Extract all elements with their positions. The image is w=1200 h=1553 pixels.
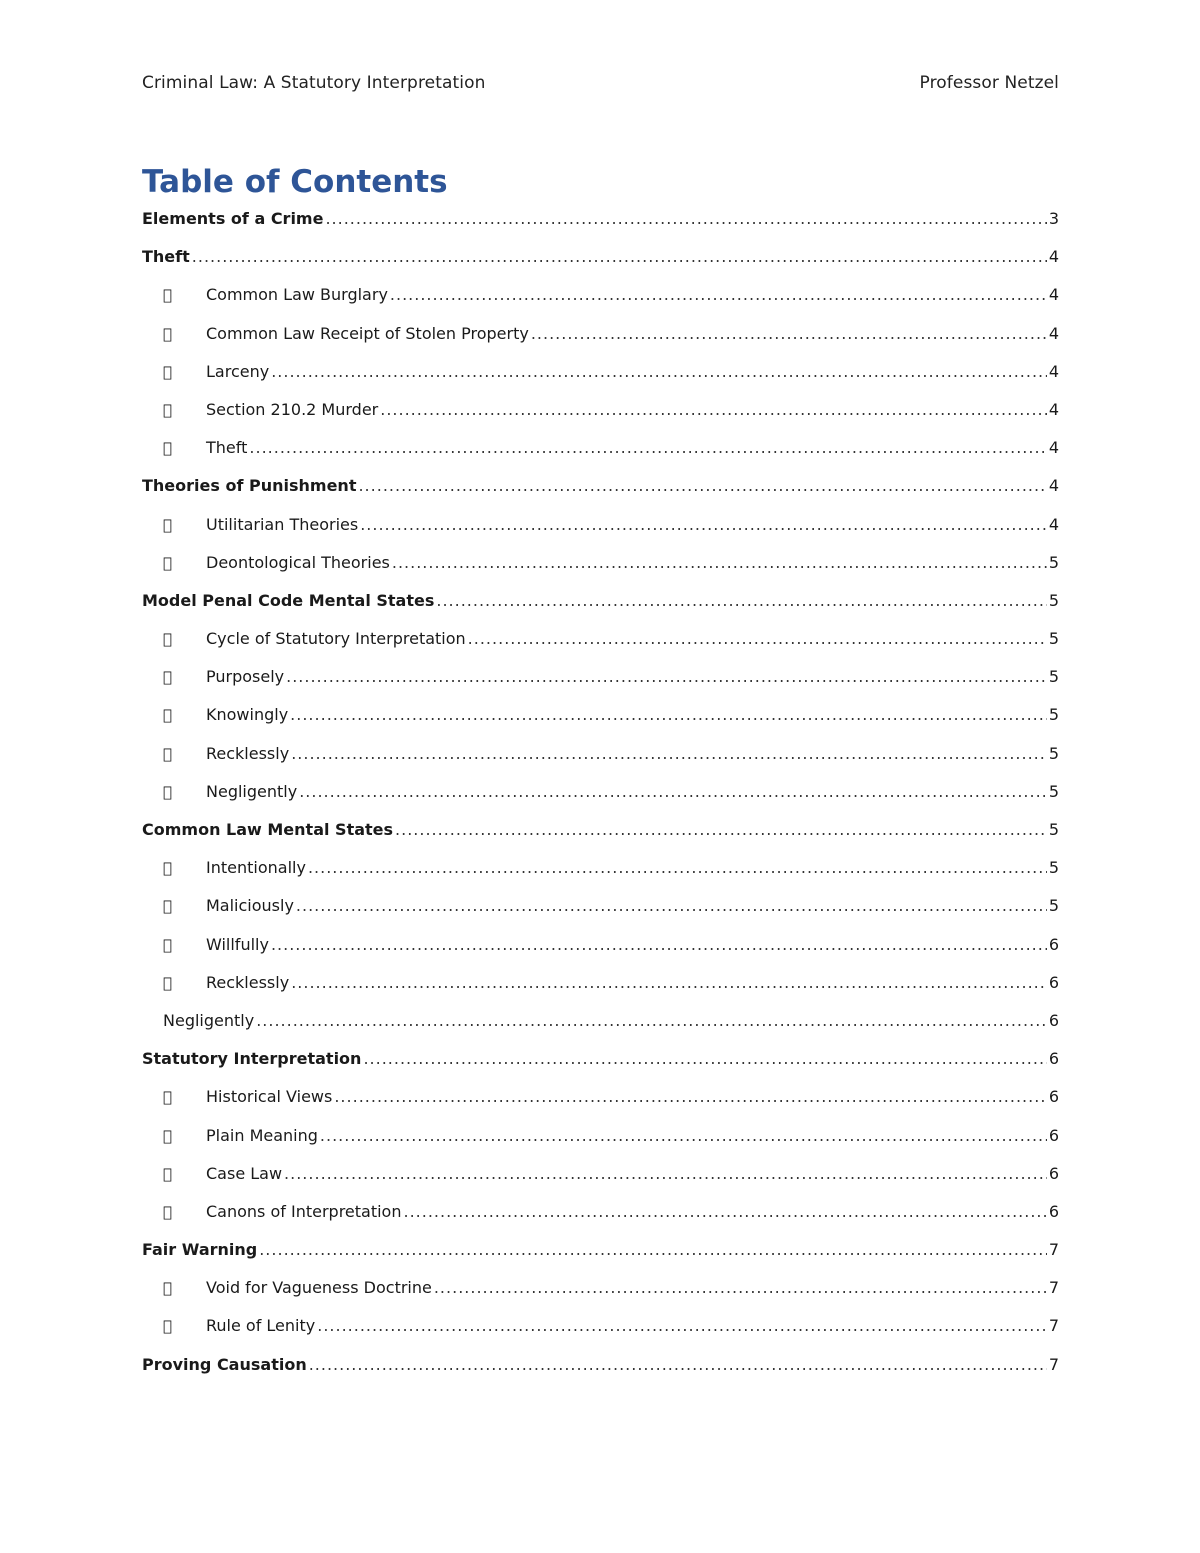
bullet-icon	[163, 1193, 206, 1231]
dot-leader	[291, 964, 1047, 1002]
toc-entry-label: Negligently	[163, 1010, 255, 1030]
toc-entry-label: Theft	[142, 247, 190, 267]
toc-entry[interactable]	[142, 887, 1059, 925]
dot-leader	[291, 735, 1047, 773]
bullet-icon	[163, 429, 206, 467]
toc-entry[interactable]	[142, 811, 1059, 849]
header-professor: Professor Netzel	[919, 73, 1059, 93]
bullet-icon	[163, 1117, 206, 1155]
toc-entry[interactable]	[142, 773, 1059, 811]
toc-entry[interactable]	[142, 1040, 1059, 1078]
toc-entry-page-number: 6	[1048, 1163, 1059, 1183]
bullet-icon	[163, 1269, 206, 1307]
bullet-icon	[163, 353, 206, 391]
dot-leader	[320, 1117, 1047, 1155]
toc-entry[interactable]	[142, 582, 1059, 620]
dot-leader	[434, 1269, 1047, 1307]
dot-leader	[271, 926, 1047, 964]
toc-entry-label: Common Law Receipt of Stolen Property	[206, 323, 529, 343]
bullet-icon	[163, 849, 206, 887]
toc-entry[interactable]	[142, 1346, 1059, 1384]
dot-leader	[290, 696, 1047, 734]
toc-entry-page-number: 4	[1048, 476, 1059, 496]
toc-entry-page-number: 6	[1048, 1201, 1059, 1221]
bullet-icon	[163, 887, 206, 925]
toc-entry-page-number: 3	[1048, 209, 1059, 228]
toc-entry[interactable]	[142, 506, 1059, 544]
toc-entry-label: Case Law	[206, 1163, 283, 1183]
toc-entry-label: Historical Views	[206, 1087, 333, 1107]
toc-entry-label: Theft	[206, 438, 248, 458]
toc-entry-label: Willfully	[206, 934, 269, 954]
toc-entry[interactable]	[142, 849, 1059, 887]
dot-leader	[296, 887, 1047, 925]
toc-entry-page-number: 6	[1048, 1049, 1059, 1069]
toc-entry-page-number: 4	[1048, 361, 1059, 381]
dot-leader	[531, 315, 1047, 353]
bullet-icon	[163, 315, 206, 353]
toc-entry[interactable]	[142, 926, 1059, 964]
dot-leader	[317, 1307, 1047, 1345]
bullet-icon	[163, 506, 206, 544]
toc-entry-label: Purposely	[206, 667, 285, 687]
bullet-icon	[163, 964, 206, 1002]
dot-leader	[403, 1193, 1046, 1231]
dot-leader	[363, 1040, 1046, 1078]
dot-leader	[334, 1078, 1046, 1116]
toc-entry[interactable]	[142, 276, 1059, 314]
bullet-icon	[163, 544, 206, 582]
toc-entry-page-number: 6	[1048, 934, 1059, 954]
toc-entry-label: Larceny	[206, 361, 270, 381]
bullet-icon	[163, 696, 206, 734]
bullet-icon	[163, 658, 206, 696]
bullet-icon	[163, 773, 206, 811]
toc-entry[interactable]	[142, 467, 1059, 505]
toc-entry-label: Proving Causation	[142, 1354, 307, 1374]
toc-entry-label: Intentionally	[206, 858, 306, 878]
bullet-icon	[163, 735, 206, 773]
table-of-contents	[142, 200, 1059, 1384]
toc-entry-label: Fair Warning	[142, 1240, 258, 1260]
toc-entry[interactable]	[142, 1231, 1059, 1269]
toc-entry[interactable]	[142, 544, 1059, 582]
dot-leader	[380, 391, 1047, 429]
toc-entry-label: Void for Vagueness Doctrine	[206, 1278, 432, 1298]
bullet-icon	[163, 1078, 206, 1116]
toc-entry-page-number: 4	[1048, 247, 1059, 267]
dot-leader	[325, 200, 1046, 238]
dot-leader	[308, 849, 1047, 887]
dot-leader	[259, 1231, 1047, 1269]
toc-entry[interactable]	[142, 1078, 1059, 1116]
toc-entry[interactable]	[142, 1155, 1059, 1193]
toc-entry-label: Knowingly	[206, 705, 289, 725]
toc-entry-label: Statutory Interpretation	[142, 1049, 362, 1069]
toc-title: Table of Contents	[142, 164, 448, 200]
dot-leader	[192, 238, 1047, 276]
toc-entry-label: Recklessly	[206, 972, 290, 992]
toc-entry-label: Section 210.2 Murder	[206, 399, 379, 419]
toc-entry-page-number: 4	[1048, 514, 1059, 534]
toc-entry[interactable]	[142, 1117, 1059, 1155]
header-course-title: Criminal Law: A Statutory Interpretation	[142, 73, 486, 93]
toc-entry-label: Common Law Burglary	[206, 285, 388, 305]
toc-entry-page-number: 5	[1048, 743, 1059, 763]
toc-entry[interactable]	[142, 964, 1059, 1002]
toc-entry-page-number: 7	[1048, 1354, 1059, 1374]
toc-entry[interactable]	[142, 696, 1059, 734]
toc-entry[interactable]	[142, 353, 1059, 391]
toc-entry-page-number: 4	[1048, 399, 1059, 419]
toc-entry-label: Rule of Lenity	[206, 1316, 316, 1336]
dot-leader	[468, 620, 1047, 658]
toc-entry-page-number: 4	[1048, 285, 1059, 305]
bullet-icon	[163, 620, 206, 658]
dot-leader	[360, 506, 1047, 544]
dot-leader	[249, 429, 1046, 467]
toc-entry[interactable]	[142, 658, 1059, 696]
toc-entry-page-number: 5	[1048, 820, 1059, 839]
toc-entry-page-number: 6	[1048, 1125, 1059, 1145]
dot-leader	[436, 582, 1046, 620]
toc-entry-page-number: 5	[1048, 858, 1059, 878]
toc-entry[interactable]	[142, 238, 1059, 276]
bullet-icon	[163, 276, 206, 314]
toc-entry-label: Deontological Theories	[206, 552, 390, 572]
dot-leader	[299, 773, 1047, 811]
toc-entry-page-number: 5	[1048, 781, 1059, 801]
toc-entry-page-number: 7	[1048, 1278, 1059, 1298]
toc-entry[interactable]	[142, 1269, 1059, 1307]
toc-entry[interactable]	[142, 429, 1059, 467]
toc-entry[interactable]	[142, 391, 1059, 429]
toc-entry-page-number: 4	[1048, 323, 1059, 343]
toc-entry-label: Common Law Mental States	[142, 820, 394, 839]
toc-entry-page-number: 4	[1048, 438, 1059, 458]
toc-entry-page-number: 5	[1048, 552, 1059, 572]
toc-entry-label: Plain Meaning	[206, 1125, 318, 1145]
toc-entry-label: Model Penal Code Mental States	[142, 590, 435, 610]
toc-entry[interactable]	[142, 620, 1059, 658]
page-header	[142, 73, 1059, 93]
toc-entry[interactable]	[142, 1307, 1059, 1345]
dot-leader	[392, 544, 1047, 582]
bullet-icon	[163, 1155, 206, 1193]
toc-entry-label: Maliciously	[206, 896, 294, 916]
toc-entry-page-number: 6	[1048, 1010, 1059, 1030]
toc-entry-page-number: 5	[1048, 705, 1059, 725]
toc-entry-page-number: 5	[1048, 629, 1059, 649]
toc-entry[interactable]	[142, 200, 1059, 238]
toc-entry-label: Negligently	[206, 781, 298, 801]
toc-entry[interactable]	[142, 1002, 1059, 1040]
toc-entry-page-number: 7	[1048, 1316, 1059, 1336]
bullet-icon	[163, 391, 206, 429]
dot-leader	[284, 1155, 1047, 1193]
toc-entry-page-number: 5	[1048, 667, 1059, 687]
toc-entry-page-number: 7	[1048, 1240, 1059, 1260]
bullet-icon	[163, 926, 206, 964]
dot-leader	[358, 467, 1046, 505]
dot-leader	[286, 658, 1047, 696]
toc-entry-label: Theories of Punishment	[142, 476, 357, 496]
toc-entry-label: Elements of a Crime	[142, 209, 324, 228]
bullet-icon	[163, 1307, 206, 1345]
toc-entry-page-number: 5	[1048, 590, 1059, 610]
toc-entry[interactable]	[142, 315, 1059, 353]
toc-entry-label: Recklessly	[206, 743, 290, 763]
toc-entry-label: Canons of Interpretation	[206, 1201, 402, 1221]
dot-leader	[256, 1002, 1047, 1040]
dot-leader	[309, 1346, 1047, 1384]
toc-entry-label: Cycle of Statutory Interpretation	[206, 629, 466, 649]
toc-entry-label: Utilitarian Theories	[206, 514, 359, 534]
dot-leader	[271, 353, 1047, 391]
toc-entry-page-number: 5	[1048, 896, 1059, 916]
toc-entry-page-number: 6	[1048, 1087, 1059, 1107]
toc-entry[interactable]	[142, 1193, 1059, 1231]
toc-entry[interactable]	[142, 735, 1059, 773]
dot-leader	[390, 276, 1047, 314]
dot-leader	[395, 811, 1047, 849]
toc-entry-page-number: 6	[1048, 972, 1059, 992]
